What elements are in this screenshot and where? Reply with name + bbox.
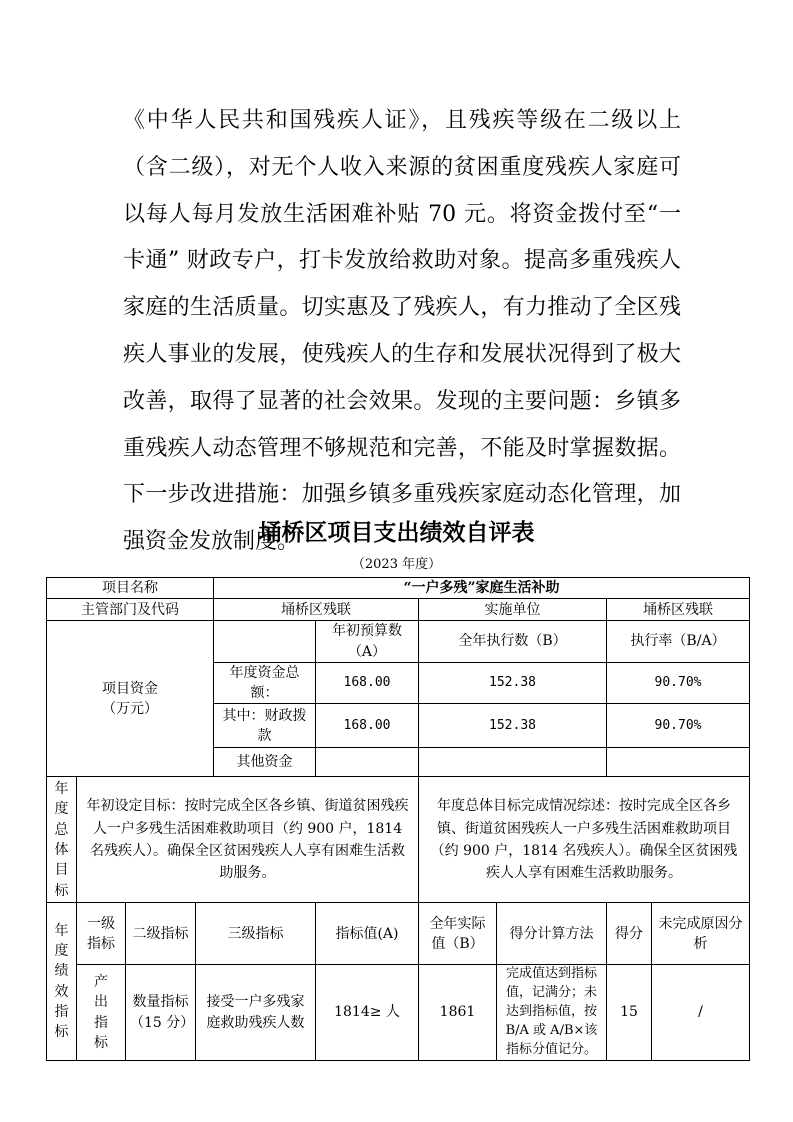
perf-side-label (47, 903, 77, 1060)
row-total-budget: 168.00 (316, 662, 419, 704)
goal-side-char: 标 (54, 882, 69, 899)
project-name-label: 项目名称 (47, 578, 214, 599)
ind-level1-char: 产 (94, 974, 108, 990)
paragraph-line: 质量。切实惠及了残疾人，有力推动了全区残疾人事业的发 (123, 295, 681, 367)
row-other-budget (316, 748, 419, 777)
row-other-exec (419, 748, 607, 777)
ind-target: 1814≥ 人 (316, 965, 419, 1060)
paragraph-line: 展，使残疾人的生存和发展状况得到了极大改善，取得了显 (123, 341, 681, 414)
row-other-label: 其他资金 (214, 748, 316, 777)
ind-level1-char: 指 (94, 1014, 108, 1031)
paragraph-line: 强乡镇多重残疾家庭动态化管理，加强资金发放制度。 (123, 482, 681, 555)
perf-side-char: 度 (54, 943, 69, 959)
goal-summary: 年度总体目标完成情况综述：按时完成全区各乡镇、街道贫困残疾人一户多残生活困难救助项目（约 900 户，1814 名残疾人）。确保全区贫困残疾人人享有困难生活救助服务。 (419, 777, 750, 903)
header-method: 得分计算方法 (497, 903, 607, 965)
header-level1: 一级指标 (77, 903, 126, 965)
dept-value: 埇桥区残联 (214, 599, 419, 621)
ind-level1-char: 标 (94, 1034, 108, 1051)
row-fiscal-rate: 90.70% (607, 704, 750, 748)
col-exec-header: 全年执行数（B） (419, 621, 607, 663)
table-row (47, 621, 750, 663)
header-level3: 三级指标 (196, 903, 316, 965)
dept-label: 主管部门及代码 (47, 599, 214, 621)
row-other-rate (607, 748, 750, 777)
ind-level1-char: 出 (94, 994, 108, 1011)
row-total-exec: 152.38 (419, 662, 607, 704)
goal-side-char: 目 (54, 862, 69, 879)
table-row (47, 777, 750, 903)
table-year: （2023 年度） (351, 557, 442, 572)
paragraph-line: 《中华人民共和国残疾人证》，且残疾等级在二级以上（含 (123, 108, 681, 180)
impl-label: 实施单位 (419, 599, 607, 621)
table-row (47, 578, 750, 599)
row-fiscal-label: 其中：财政拨款 (214, 704, 316, 748)
header-reason: 未完成原因分析 (652, 903, 750, 965)
project-name-value: “一户多残”家庭生活补助 (214, 578, 750, 599)
ind-level3: 接受一户多残家庭救助残疾人数 (196, 965, 316, 1060)
col-rate-header: 执行率（B/A） (607, 621, 750, 663)
perf-side-char: 指 (54, 1003, 69, 1020)
funds-label-unit: （万元） (102, 700, 158, 717)
ind-actual: 1861 (419, 965, 497, 1060)
goal-side-char: 体 (54, 841, 69, 858)
perf-side-char: 标 (54, 1024, 69, 1041)
paragraph-line: 不够规范和完善，不能及时掌握数据。下一步改进措施：加 (123, 435, 681, 508)
ind-level1 (77, 965, 126, 1060)
row-fiscal-exec: 152.38 (419, 704, 607, 748)
perf-side-char: 绩 (54, 963, 69, 980)
ind-score: 15 (607, 965, 652, 1060)
impl-value: 埇桥区残联 (607, 599, 750, 621)
ind-level2: 数量指标（15 分） (126, 965, 196, 1060)
table-title: 埇桥区项目支出绩效自评表 (258, 520, 535, 546)
funds-header-blank (214, 621, 316, 663)
goal-side-char: 度 (54, 801, 69, 818)
ind-reason: / (652, 965, 750, 1060)
paragraph-line: 二级），对无个人收入来源的贫困重度残疾人家庭可以每人 (123, 154, 681, 227)
table-row (47, 965, 750, 1060)
goal-side-char: 年 (54, 781, 69, 798)
row-total-label: 年度资金总额： (214, 662, 316, 704)
header-level2: 二级指标 (126, 903, 196, 965)
goal-side-char: 总 (54, 821, 69, 838)
funds-label-line: 项目资金 (102, 680, 158, 697)
header-target: 指标值(A) (316, 903, 419, 965)
paragraph-line: 政专户，打卡发放给救助对象。提高多重残疾人家庭的生活 (123, 248, 681, 321)
performance-table (46, 577, 750, 1061)
ind-method: 完成值达到指标值，记满分；未达到指标值，按 B/A 或 A/B×该指标分值记分。 (497, 965, 607, 1060)
perf-side-char: 年 (54, 922, 69, 939)
goal-initial: 年初设定目标：按时完成全区各乡镇、街道贫困残疾人一户多残生活困难救助项目（约 900 户，1814 名残疾人）。确保全区贫困残疾人人享有困难生活救助服务。 (77, 777, 419, 903)
perf-side-char: 效 (54, 983, 69, 1000)
header-actual: 全年实际值（B） (419, 903, 497, 965)
col-budget-header: 年初预算数（A） (316, 621, 419, 663)
body-paragraph (123, 98, 681, 566)
paragraph-line: 著的社会效果。发现的主要问题：乡镇多重残疾人动态管理 (123, 388, 681, 461)
table-row (47, 903, 750, 965)
row-fiscal-budget: 168.00 (316, 704, 419, 748)
funds-label (47, 621, 214, 777)
goal-side-label (47, 777, 77, 903)
header-score: 得分 (607, 903, 652, 965)
row-total-rate: 90.70% (607, 662, 750, 704)
table-row (47, 599, 750, 621)
paragraph-line: 每月发放生活困难补贴 70 元。将资金拨付至“一卡通” 财 (123, 201, 681, 274)
